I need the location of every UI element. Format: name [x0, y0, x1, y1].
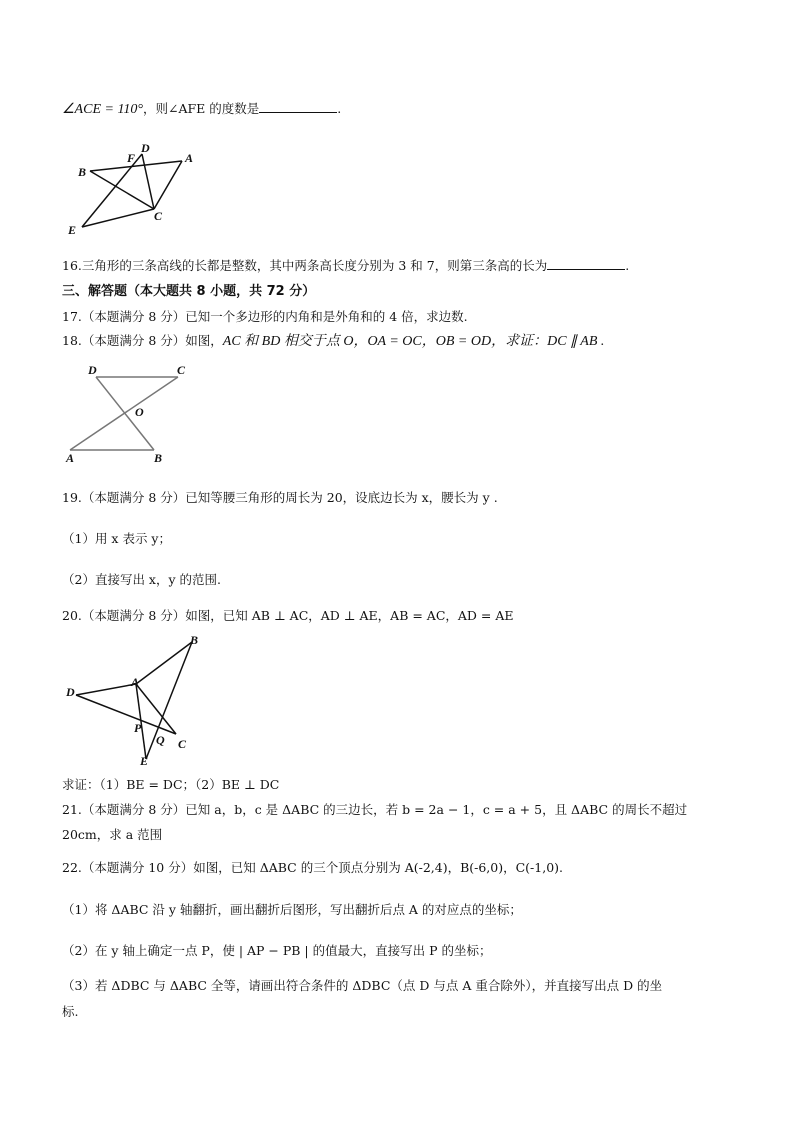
q22-line: 22.（本题满分 10 分）如图，已知 ΔABC 的三个顶点分别为 A(-2,4)，B(-6,0)，C(-1,0). — [62, 860, 564, 875]
q19-sub2: （2）直接写出 x，y 的范围. — [62, 572, 221, 587]
q15-tail-line — [62, 100, 341, 119]
fig20-line-da — [76, 684, 136, 695]
q16-text: 16.三角形的三条高线的长都是整数，其中两条高长度分别为 3 和 7，则第三条高的长为 — [62, 258, 548, 273]
q16-answer-blank[interactable] — [547, 269, 625, 270]
fig18-label-b: B — [154, 451, 163, 465]
q21-line1: 21.（本题满分 8 分）已知 a，b，c 是 ΔABC 的三边长，若 b = 2a − 1，c = a + 5，且 ΔABC 的周长不超过 — [62, 802, 688, 817]
fig20-label-c: C — [178, 737, 187, 751]
figure-18 — [62, 362, 192, 467]
fig20-label-b: B — [190, 633, 199, 647]
fig15-label-d: D — [141, 141, 150, 155]
fig18-label-o: O — [135, 405, 144, 419]
fig18-label-d: D — [88, 363, 97, 377]
fig15-label-a: A — [185, 151, 194, 165]
q17-line: 17.（本题满分 8 分）已知一个多边形的内角和是外角和的 4 倍，求边数. — [62, 309, 468, 324]
q15-expression: ∠ACE = 110° — [62, 102, 143, 117]
q19-line: 19.（本题满分 8 分）已知等腰三角形的周长为 20，设底边长为 x，腰长为 y . — [62, 490, 498, 505]
q22-sub3-line2: 标. — [62, 1004, 79, 1019]
q15-end: . — [337, 101, 342, 116]
fig20-label-e: E — [140, 754, 149, 767]
q22-sub3-line1: （3）若 ΔDBC 与 ΔABC 全等，请画出符合条件的 ΔDBC（点 D 与点 A 重合除外），并直接写出点 D 的坐 — [62, 978, 663, 993]
fig18-label-c: C — [177, 363, 186, 377]
q15-text: ，则∠AFE 的度数是 — [143, 101, 260, 116]
q20-line: 20.（本题满分 8 分）如图，已知 AB ⊥ AC，AD ⊥ AE，AB = AC，AD = AE — [62, 608, 514, 623]
q20-prove: 求证：（1）BE = DC；（2）BE ⊥ DC — [62, 777, 280, 792]
fig18-label-a: A — [66, 451, 75, 465]
q18-prefix: 18.（本题满分 8 分）如图， — [62, 333, 223, 348]
q18-line — [62, 332, 604, 351]
fig15-line-ec — [82, 209, 154, 227]
fig15-label-f: F — [127, 151, 136, 165]
fig15-line-dc — [142, 154, 154, 209]
figure-20 — [62, 632, 212, 767]
q22-sub2: （2）在 y 轴上确定一点 P，使 | AP − PB | 的值最大，直接写出 P 的坐标； — [62, 943, 492, 958]
q22-sub1: （1）将 ΔABC 沿 y 轴翻折，画出翻折后图形，写出翻折后点 A 的对应点的坐标； — [62, 902, 522, 917]
fig20-label-p: P — [134, 721, 142, 735]
fig15-line-ac — [154, 161, 182, 209]
figure-15 — [62, 140, 202, 245]
q19-sub1: （1）用 x 表示 y； — [62, 531, 171, 546]
section-3-title: 三、解答题（本大题共 8 小题，共 72 分） — [62, 284, 316, 299]
q21-line2: 20cm，求 a 范围 — [62, 827, 163, 842]
q18-math: AC 和 BD 相交于点 O，OA = OC，OB = OD，求证：DC ∥ AB . — [222, 334, 605, 349]
fig20-label-q: Q — [156, 733, 165, 747]
fig15-label-c: C — [154, 209, 163, 223]
fig15-line-bc — [90, 171, 154, 209]
q15-answer-blank[interactable] — [259, 112, 337, 113]
fig15-label-e: E — [68, 223, 77, 237]
fig20-label-a: A — [131, 675, 140, 689]
q16-end: . — [625, 258, 630, 273]
q16-line — [62, 257, 629, 275]
fig18-line-ca — [70, 377, 178, 450]
fig15-label-b: B — [78, 165, 87, 179]
fig15-line-ba — [90, 161, 182, 171]
fig20-label-d: D — [66, 685, 75, 699]
